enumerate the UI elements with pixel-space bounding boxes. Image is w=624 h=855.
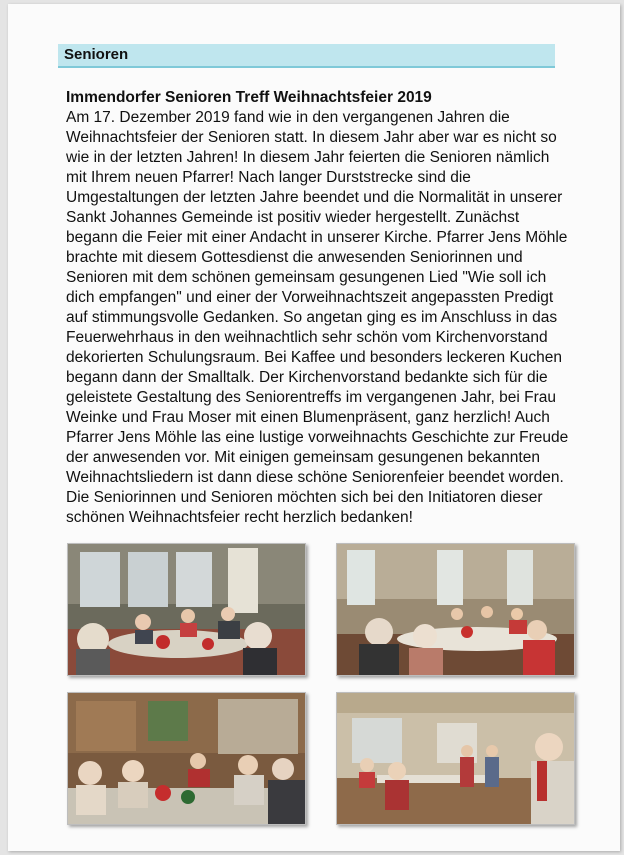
article-title: Immendorfer Senioren Treff Weihnachtsfeier 2019: [66, 89, 432, 106]
section-header: [58, 44, 555, 68]
photo-seniors-table-2: [336, 543, 575, 676]
photo-seniors-table-3: [67, 692, 306, 825]
section-title: Senioren: [64, 46, 129, 63]
photo-seniors-room-4: [336, 692, 575, 825]
article: [66, 88, 606, 528]
photo-seniors-table-1: [67, 543, 306, 676]
article-body: Am 17. Dezember 2019 fand wie in den vergangenen Jahren die Weihnachtsfeier der Senioren statt. In diesem Jahr aber war es nicht so wie in der letzten Jahren! In diesem Jahr feierten die Senioren nämlich mit Ihrem neuen Pfarrer! Nach langer Durststrecke sind die Umgestaltungen der letzten Jahre beendet und die Normalität in unserer Sankt Johannes Gemeinde ist positiv wieder hergestellt. Zunächst begann die Feier mit einer Andacht in unserer Kirche. Pfarrer Jens Möhle brachte mit diesem Gottesdienst die anwesenden Seniorinnen und Senioren mit dem schönen gemeinsam gesungenen Lied "Wie soll ich dich empfangen" und einer der Vorweihnachtszeit angepassten Predigt auf stimmungsvolle Gedanken. So angetan ging es im Anschluss in das Feuerwehrhaus in den weihnachtlich sehr schön vom Kirchenvorstand dekorierten Schulungsraum. Bei Kaffee und besonders leckeren Kuchen begann dann der Smalltalk. Der Kirchenvorstand bedankte sich für die geleistete Gestaltung des Seniorentreffs im vergangenen Jahr, bei Frau Weinke und Frau Moser mit einen Blumenpräsent, ganz herzlich! Auch Pfarrer Jens Möhle las eine lustige vorweihnachts Geschichte zur Freude der anwesenden vor. Mit einigen gemeinsam gesungenen bekannten Weihnachtsliedern ist dann diese schöne Seniorenfeier beendet worden. Die Seniorinnen und Senioren möchten sich bei den Initiatoren dieser schönen Weihnachtsfeier recht herzlich bedanken!: [66, 109, 569, 526]
magazine-page: [8, 4, 620, 851]
